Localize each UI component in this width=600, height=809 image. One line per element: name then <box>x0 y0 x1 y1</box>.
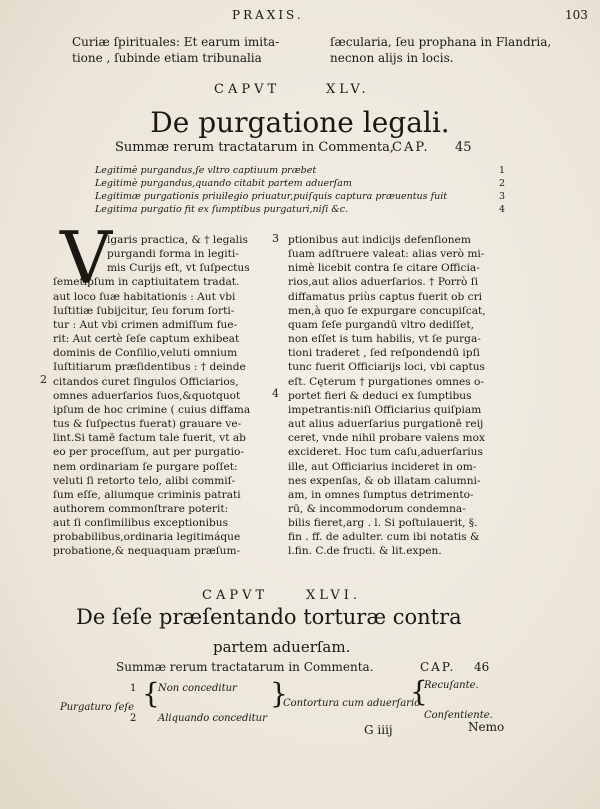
text-line: rios,aut alios aduerſarios. † Porrò ſi <box>288 276 479 289</box>
text-line: aut ſi conſimilibus exceptionibus <box>53 517 229 530</box>
text-line: tus & ſuſpectus fuerat) grauare ve- <box>53 418 242 431</box>
margin-number: 3 <box>272 232 279 245</box>
text-line: impetrantis:niſi Officiarius quiſpiam <box>288 403 482 416</box>
left-brace-icon: { <box>410 675 428 708</box>
text-line: ſum eſſe, aliumque criminis patrati <box>53 488 241 501</box>
continuation-right-line-2: necnon alijs in locis. <box>330 51 454 65</box>
diagram-leaf: Recuſante. <box>424 680 479 691</box>
summary-item-text: Legitimè purgandus,quando citabit partem aduerſam <box>95 178 352 189</box>
text-line: ceret, vnde nihil probare valens mox <box>288 432 485 445</box>
text-line: mis Curijs eſt, vt ſuſpectus <box>107 262 250 275</box>
text-line: portet fieri & deduci ex ſumptibus <box>288 389 472 402</box>
continuation-left-line-2: tione , ſubinde etiam tribunalia <box>72 51 262 65</box>
text-line: veluti ſi retorto telo, alibi commiſ- <box>53 474 236 487</box>
text-line: aut alius aduerſarius purgationē reij <box>288 418 484 431</box>
summary-list <box>95 164 505 216</box>
right-column <box>288 233 486 559</box>
diagram-middle: Contortura cum aduerſario <box>283 698 421 709</box>
summary-item-number: 3 <box>498 191 505 202</box>
margin-number: 4 <box>272 387 279 400</box>
summary-item <box>95 177 505 190</box>
text-line: Iuſtitiæ ſubijcitur, ſeu forum ſorti- <box>53 304 235 317</box>
diagram-branch: Aliquando conceditur <box>158 713 267 724</box>
text-line: eſt. Cęterum † purgationes omnes o- <box>288 375 485 388</box>
text-line: non eſſet is tum habilis, vt ſe purga- <box>288 333 481 346</box>
summary-heading: Summæ rerum tractatarum in Commenta, <box>115 140 394 155</box>
text-line: diffamatus priùs captus fuerit ob cri <box>288 290 483 303</box>
text-line: probabilibus,ordinaria legitimáque <box>53 531 241 544</box>
text-line: ptionibus aut indicijs defenſionem <box>288 234 471 246</box>
chapter-title-line-1: De ſeſe præſentando torturæ contra <box>76 605 462 629</box>
text-line: quam ſeſe purgandū vltro dediſſet, <box>288 318 475 331</box>
text-line: bilis fieret,arg . l. Si poſtulauerit, §. <box>288 517 478 530</box>
summary-item-number: 2 <box>498 178 505 189</box>
text-line: dominis de Conſilio,veluti omnium <box>53 347 238 360</box>
summary-heading: Summæ rerum tractatarum in Commenta. <box>116 660 374 674</box>
text-line: nes expenſas, & ob illatam calumni- <box>288 474 481 487</box>
text-line: ille, aut Officiarius incideret in om- <box>288 460 477 473</box>
chapter-title: De purgatione legali. <box>150 106 450 139</box>
catchword: Nemo <box>468 720 505 734</box>
text-line: rū, & incommodorum condemna- <box>288 502 466 515</box>
text-line: lgaris practica, & † legalis <box>107 234 248 246</box>
summary-item <box>95 190 505 203</box>
diagram-number: 2 <box>130 713 137 724</box>
chapter-title-line-2: partem aduerſam. <box>213 638 351 656</box>
text-line: purgandi forma in legiti- <box>107 248 239 261</box>
running-head: PRAXIS. <box>232 8 304 22</box>
chapter-number: XLV. <box>326 82 370 97</box>
text-line: rit: Aut certè ſeſe captum exhibeat <box>53 333 240 346</box>
page-number: 103 <box>565 8 588 22</box>
text-line: l.fin. C.de fructi. & lit.expen. <box>288 545 442 558</box>
text-line: am, in omnes ſumptus detrimento- <box>288 488 474 501</box>
text-line: omnes aduerſarios ſuos,&quotquot <box>53 389 241 402</box>
left-column <box>53 233 250 559</box>
summary-item-number: 1 <box>498 165 505 176</box>
text-line: tunc fuerit Officiarijs loci, vbi captus <box>288 361 485 374</box>
continuation-right-line-1: ſæcularia, ſeu prophana in Flandria, <box>330 35 552 49</box>
text-line: ſemetipſum in captiuitatem tradat. <box>53 276 240 289</box>
left-brace-icon: { <box>142 677 160 710</box>
drop-cap: V <box>60 216 112 300</box>
summary-item <box>95 164 505 177</box>
text-line: excideret. Hoc tum caſu,aduerſarius <box>288 446 483 459</box>
text-line: tioni traderet , ſed reſpondendū ipſi <box>288 347 480 360</box>
chapter-label: CAPVT <box>214 82 281 97</box>
text-line: fin . ff. de adulter. cum ibi notatis & <box>288 531 480 544</box>
summary-item-text: Legitima purgatio fit ex ſumptibus purgaturi,niſi &c. <box>95 204 349 215</box>
text-line: ipſum de hoc crimine ( cuius diffama <box>53 403 251 416</box>
text-line: nimè licebit contra ſe citare Officia- <box>288 262 480 275</box>
diagram-leaf: Conſentiente. <box>424 710 493 721</box>
diagram-branch: Non conceditur <box>158 683 237 694</box>
cap-number: 46 <box>474 660 490 674</box>
text-line: ſuam adſtruere valeat: alias verò mi- <box>288 248 485 261</box>
text-line: authorem commonſtrare poterit: <box>53 502 229 515</box>
diagram-number: 1 <box>130 683 137 694</box>
text-line: citandos curet ſingulos Officiarios, <box>53 375 239 388</box>
chapter-number: XLVI. <box>306 588 362 603</box>
summary-item <box>95 203 505 216</box>
text-line: Iuſtitiarum præſidentibus : † deinde <box>53 361 246 374</box>
text-line: tur : Aut vbi crimen admiſſum fue- <box>53 318 238 331</box>
text-line: eo per proceſſum, aut per purgatio- <box>53 446 244 459</box>
right-brace-icon: } <box>270 677 288 710</box>
continuation-left-line-1: Curiæ ſpirituales: Et earum imita- <box>72 35 280 49</box>
text-line: men,à quo ſe expurgare concupiſcat, <box>288 304 486 317</box>
summary-item-number: 4 <box>498 204 505 215</box>
diagram-root-label: Purgaturo ſeſe <box>60 702 134 713</box>
signature-mark: G iiij <box>364 723 393 737</box>
text-line: nem ordinariam ſe purgare poſſet: <box>53 460 238 473</box>
text-line: probatione,& nequaquam præſum- <box>53 545 241 558</box>
margin-number: 2 <box>40 373 47 386</box>
cap-label: CAP. <box>392 140 430 155</box>
text-line: lint.Si tamē factum tale fuerit, vt ab <box>53 432 246 445</box>
summary-item-text: Legitimæ purgationis priuilegio priuatur,puiſquis captura præuentus fuit <box>95 191 448 202</box>
summary-item-text: Legitimè purgandus,ſe vltro captiuum præbet <box>95 165 317 176</box>
cap-number: 45 <box>455 140 472 155</box>
text-line: aut loco ſuæ habitationis : Aut vbi <box>53 290 236 303</box>
cap-label: CAP. <box>420 660 456 674</box>
chapter-label: CAPVT <box>202 588 269 603</box>
